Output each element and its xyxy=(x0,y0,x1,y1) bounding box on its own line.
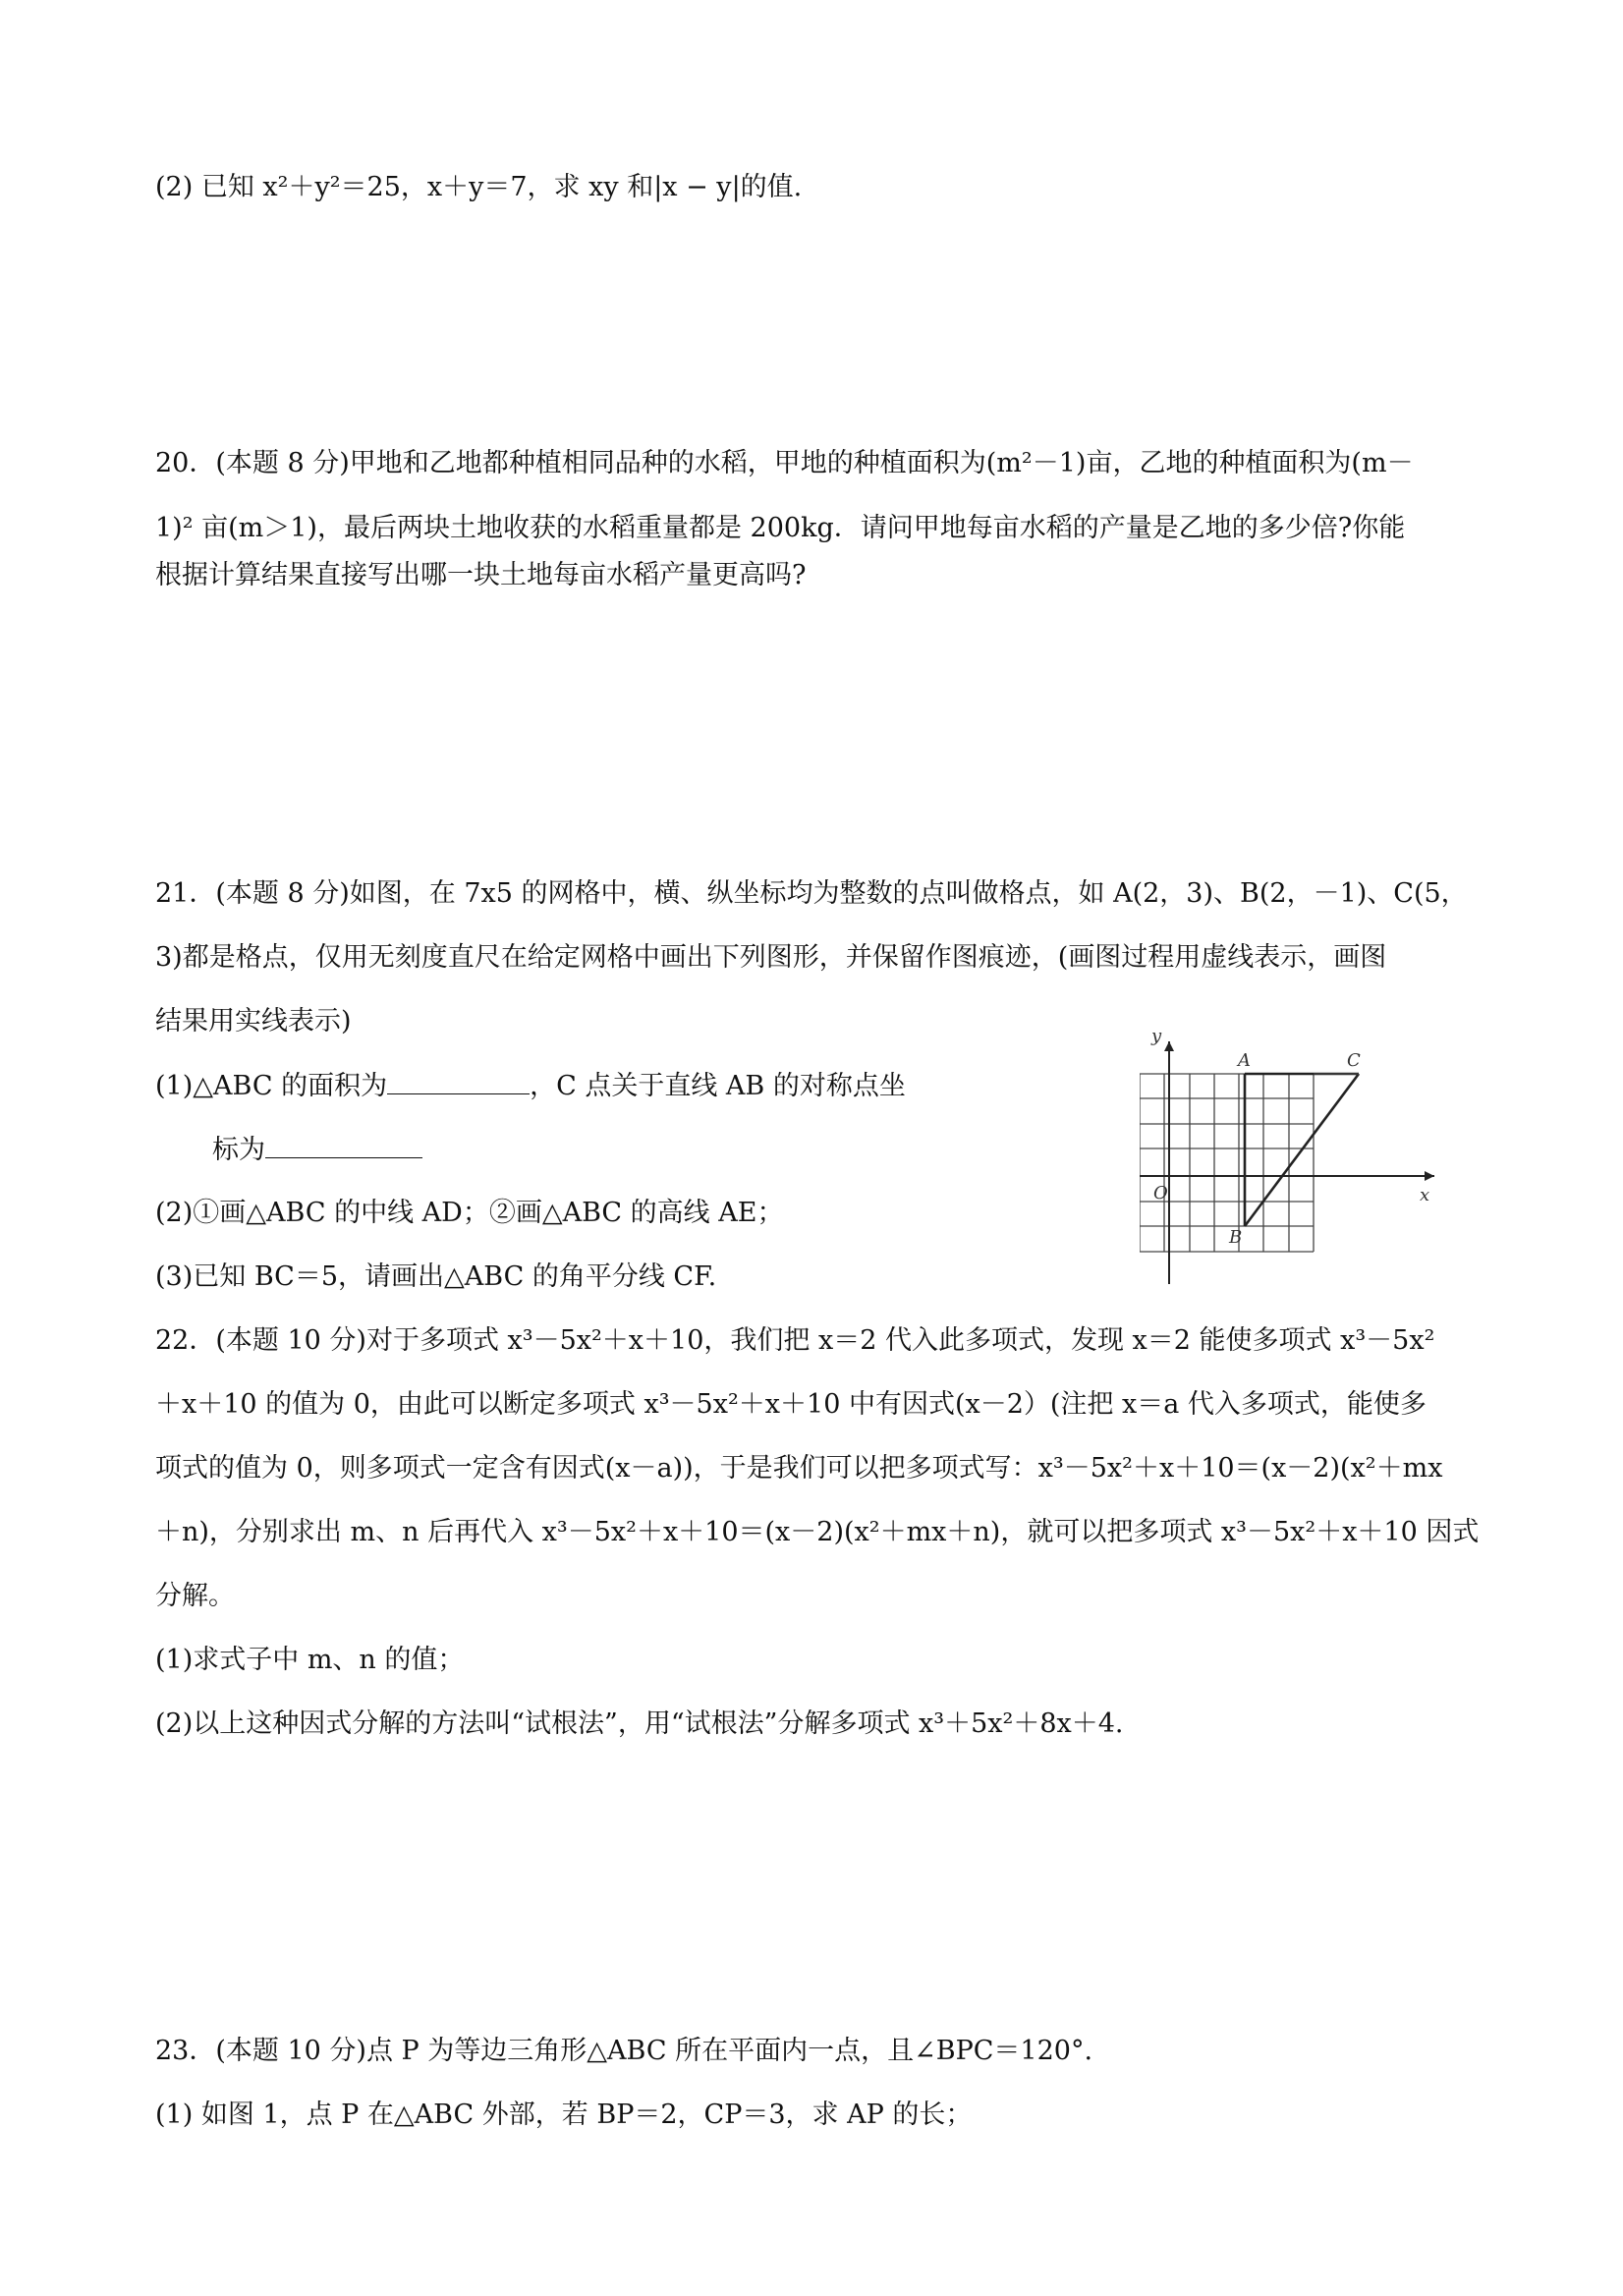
origin-label: O xyxy=(1153,1183,1168,1204)
coordinate-grid-figure xyxy=(1140,1027,1454,1292)
x-axis-label: x xyxy=(1420,1185,1430,1205)
x-axis-arrow xyxy=(1425,1171,1434,1181)
q23-part1: (1) 如图 1，点 P 在△ABC 外部，若 BP＝2，CP＝3，求 AP 的长； xyxy=(155,2100,973,2130)
q22-line5: 分解。 xyxy=(155,1581,235,1611)
point-b-label: B xyxy=(1229,1227,1243,1248)
q22-line1: 22．(本题 10 分)对于多项式 x³－5x²＋x＋10，我们把 x＝2 代入此多项式，发现 x＝2 能使多项式 x³－5x² xyxy=(155,1325,1435,1356)
q22-line3: 项式的值为 0，则多项式一定含有因式(x－a))，于是我们可以把多项式写：x³－5x²＋x＋10＝(x－2)(x²＋mx xyxy=(155,1453,1443,1484)
q21-line2: 3)都是格点，仅用无刻度直尺在给定网格中画出下列图形，并保留作图痕迹，(画图过程用虚线表示，画图 xyxy=(155,942,1387,973)
axes xyxy=(1140,1041,1434,1284)
q22-part1: (1)求式子中 m、n 的值； xyxy=(155,1645,465,1675)
q20-line1: 20．(本题 8 分)甲地和乙地都种植相同品种的水稻，甲地的种植面积为(m²－1)亩，乙地的种植面积为(m－ xyxy=(155,448,1414,478)
q21-part1-text-b: ，C 点关于直线 AB 的对称点坐 xyxy=(530,1071,906,1101)
q23-line1: 23．(本题 10 分)点 P 为等边三角形△ABC 所在平面内一点，且∠BPC＝120°. xyxy=(155,2036,1093,2066)
y-axis-arrow xyxy=(1164,1041,1174,1051)
q22-line2: ＋x＋10 的值为 0，由此可以断定多项式 x³－5x²＋x＋10 中有因式(x－2）(注把 x＝a 代入多项式，能使多 xyxy=(155,1389,1427,1420)
q22-part2: (2)以上这种因式分解的方法叫“试根法”，用“试根法”分解多项式 x³＋5x²＋8x＋4. xyxy=(155,1708,1124,1739)
segments xyxy=(1245,1074,1359,1226)
q21-line3: 结果用实线表示) xyxy=(155,1006,352,1036)
q20-line3: 根据计算结果直接写出哪一块土地每亩水稻产量更高吗? xyxy=(155,560,807,590)
q21-part2: (2)①画△ABC 的中线 AD；②画△ABC 的高线 AE； xyxy=(155,1198,784,1228)
point-c-label: C xyxy=(1347,1050,1361,1071)
q20-line2: 1)² 亩(m＞1)，最后两块土地收获的水稻重量都是 200kg．请问甲地每亩水稻的产量是乙地的多少倍?你能 xyxy=(155,513,1406,543)
q21-part3: (3)已知 BC＝5，请画出△ABC 的角平分线 CF. xyxy=(155,1261,717,1292)
area-answer-blank xyxy=(387,1066,530,1094)
point-a-label: A xyxy=(1238,1050,1251,1071)
grid-lines xyxy=(1140,1074,1314,1252)
y-axis-label: y xyxy=(1151,1027,1162,1046)
symmetric-point-blank xyxy=(265,1130,422,1158)
q21-line1: 21．(本题 8 分)如图，在 7x5 的网格中，横、纵坐标均为整数的点叫做格点，如 A(2，3)、B(2，－1)、C(5， xyxy=(155,878,1468,909)
q21-part1-text-c: 标为 xyxy=(212,1135,265,1165)
q19-part2: (2) 已知 x²＋y²＝25，x＋y＝7，求 xy 和|x − y|的值. xyxy=(155,172,803,202)
q21-part1-cont xyxy=(212,1130,422,1170)
q21-part1-text-a: (1)△ABC 的面积为 xyxy=(155,1071,388,1101)
q21-part1 xyxy=(155,1066,906,1106)
q22-line4: ＋n)，分别求出 m、n 后再代入 x³－5x²＋x＋10＝(x－2)(x²＋mx＋n)，就可以把多项式 x³－5x²＋x＋10 因式 xyxy=(155,1517,1480,1547)
segment-bc xyxy=(1245,1074,1359,1226)
